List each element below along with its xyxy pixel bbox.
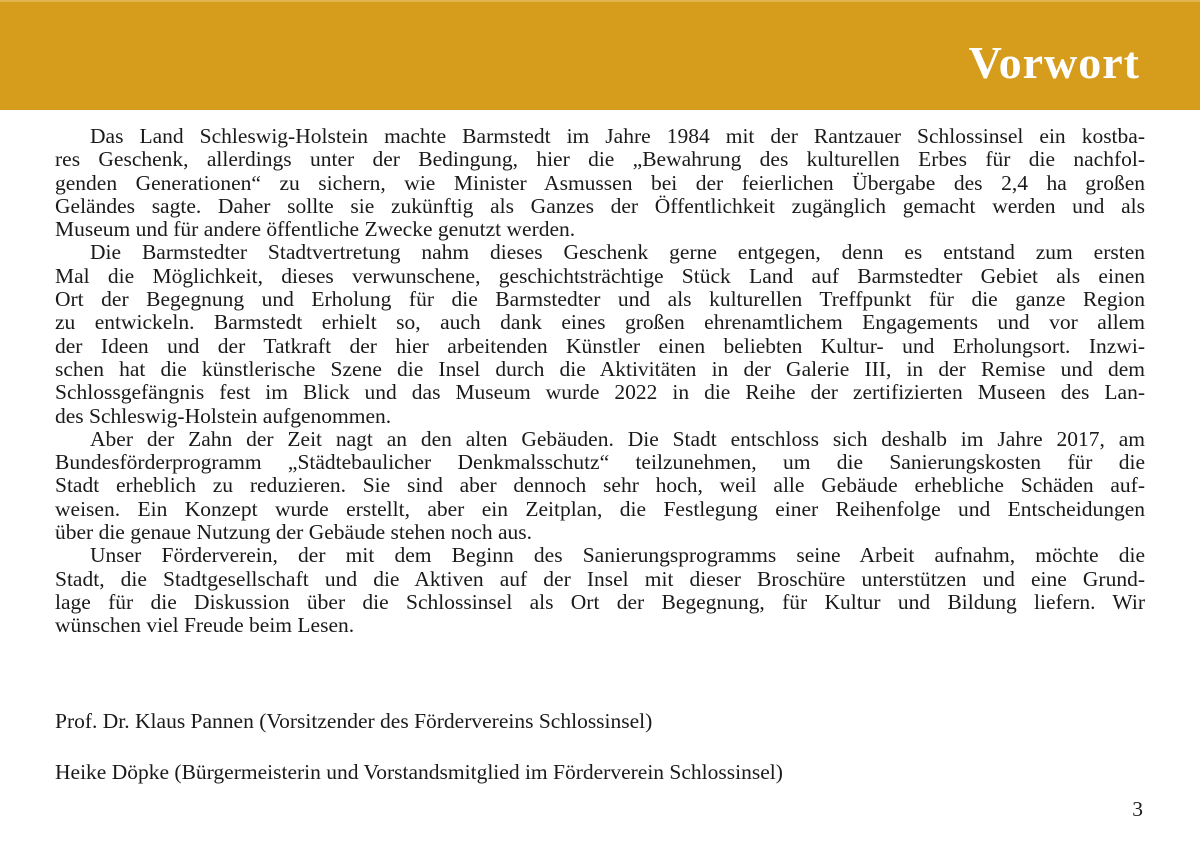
text-line: zu entwickeln. Barmstedt erhielt so, auch dank eines großen ehrenamtlichem Engagements und vor allem [55,310,1145,335]
text-line: der Ideen und der Tatkraft der hier arbeitenden Künstler einen beliebten Kultur- und Erholungsort. Inzwi- [55,333,1145,358]
text-line: über die genaue Nutzung der Gebäude stehen noch aus. [55,520,532,545]
text-line: Das Land Schleswig-Holstein machte Barmstedt im Jahre 1984 mit der Rantzauer Schlossinsel ein kostba- [90,124,1145,148]
text-line: wünschen viel Freude beim Lesen. [55,613,355,638]
page-number: 3 [1132,797,1143,821]
text-line: Unser Förderverein, der mit dem Beginn des Sanierungsprogramms seine Arbeit aufnahm, möchte die [90,543,1145,568]
text-line: Geländes sagte. Daher sollte sie zukünftig als Ganzes der Öffentlichkeit zugänglich gemacht werden und als [55,193,1145,218]
text-line: Schlossgefängnis fest im Blick und das Museum wurde 2022 in die Reihe der zertifizierten Museen des Lan- [55,380,1145,405]
text-line: Museum und für andere öffentliche Zwecke genutzt werden. [55,217,576,242]
paragraph [55,544,1145,637]
text-line: Stadt, die Stadtgesellschaft und die Aktiven auf der Insel mit dieser Broschüre unterstützen und eine Grund- [55,566,1145,591]
text-line: des Schleswig-Holstein aufgenommen. [55,403,392,428]
page-title: Vorwort [968,37,1140,88]
text-line: res Geschenk, allerdings unter der Bedingung, hier die „Bewahrung des kulturellen Erbes für die nachfol- [55,147,1145,172]
text-line: Bundesförderprogramm „Städtebaulicher Denkmalsschutz“ teilzunehmen, um die Sanierungskosten für die [55,450,1145,475]
body-text [55,125,1145,638]
text-line: weisen. Ein Konzept wurde erstellt, aber ein Zeitplan, die Festlegung einer Reihenfolge und Entscheidungen [55,496,1145,521]
text-line: genden Generationen“ zu sichern, wie Minister Asmussen bei der feierlichen Übergabe des 2,4 ha großen [55,170,1145,195]
paragraph [55,428,1145,544]
text-line: Ort der Begegnung und Erholung für die Barmstedter und als kulturellen Treffpunkt für die ganze Region [55,287,1145,312]
text-line: schen hat die künstlerische Szene die Insel durch die Aktivitäten in der Galerie III, in der Remise und dem [55,356,1145,381]
header-banner [0,0,1200,110]
paragraph [55,125,1145,241]
text-line: lage für die Diskussion über die Schlossinsel als Ort der Begegnung, für Kultur und Bildung liefern. Wir [55,589,1145,614]
paragraph [55,241,1145,427]
text-line: Aber der Zahn der Zeit nagt an den alten Gebäuden. Die Stadt entschloss sich deshalb im Jahre 2017, am [90,426,1145,451]
signature-doepke: Heike Döpke (Bürgermeisterin und Vorstandsmitglied im Förderverein Schlossinsel) [55,760,783,784]
text-line: Stadt erheblich zu reduzieren. Sie sind aber dennoch sehr hoch, weil alle Gebäude erhebliche Schäden auf- [55,473,1145,498]
text-line: Die Barmstedter Stadtvertretung nahm dieses Geschenk gerne entgegen, denn es entstand zum ersten [90,240,1145,265]
signature-pannen: Prof. Dr. Klaus Pannen (Vorsitzender des Fördervereins Schlossinsel) [55,709,653,733]
text-line: Mal die Möglichkeit, dieses verwunschene, geschichtsträchtige Stück Land auf Barmstedter Gebiet als einen [55,263,1145,288]
